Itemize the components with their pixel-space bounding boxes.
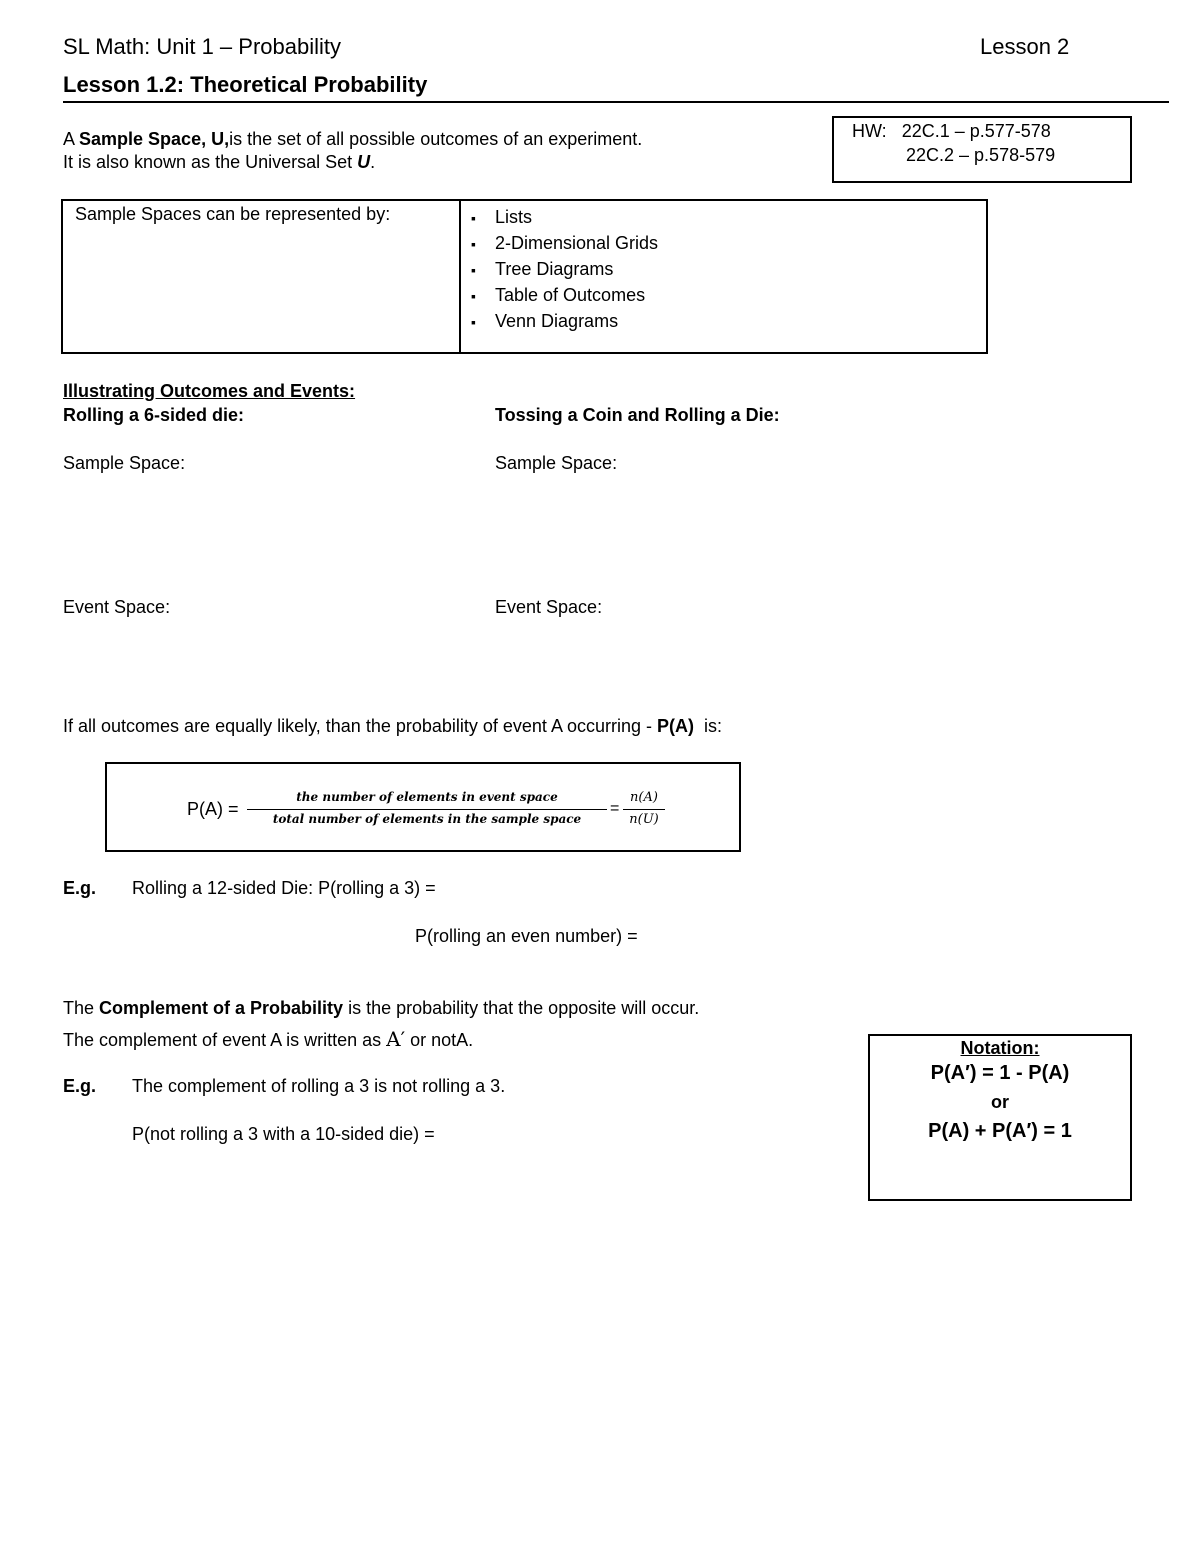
notation-title: Notation: — [960, 1038, 1040, 1058]
list-item — [471, 282, 658, 308]
example-2-text: The complement of rolling a 3 is not rolling a 3. — [132, 1076, 506, 1096]
bullet-icon: ▪ — [471, 314, 476, 330]
list-item-label: Tree Diagrams — [495, 259, 614, 279]
complement-notation-text — [63, 1027, 473, 1051]
representations-table — [61, 199, 988, 354]
intro-prefix: A — [63, 129, 80, 149]
formula-lhs: P(A) = — [187, 799, 239, 819]
coin-die-event-space-label: Event Space: — [495, 597, 603, 617]
formula-denominator-short: n(U) — [629, 812, 659, 827]
die-example-title: Rolling a 6-sided die: — [63, 405, 245, 425]
bullet-icon: ▪ — [471, 236, 476, 252]
list-item-label: Venn Diagrams — [495, 311, 619, 331]
representations-label-cell — [63, 201, 461, 352]
a-prime-symbol: A′ — [386, 1027, 406, 1051]
complement-written-as: The complement of event A is written as — [63, 1030, 387, 1050]
equally-likely-text: If all outcomes are equally likely, than the probability of event A occurring - — [63, 716, 657, 736]
intro-rest: is the set of all possible outcomes of an experiment. — [229, 129, 643, 149]
formula-numerator: the number of elements in event space — [296, 790, 558, 804]
representations-list — [471, 204, 658, 334]
formula-equals: = — [610, 800, 620, 817]
header-divider — [63, 101, 1169, 103]
notation-line-2: P(A) + P(A′) = 1 — [928, 1120, 1072, 1142]
bullet-icon: ▪ — [471, 210, 476, 226]
equally-likely-end: is: — [693, 716, 722, 736]
example-1-even: P(rolling an even number) = — [415, 926, 638, 946]
homework-assignment-2: 22C.2 – p.578-579 — [906, 145, 1056, 165]
example-2-question: P(not rolling a 3 with a 10-sided die) = — [132, 1124, 435, 1144]
list-item — [471, 230, 658, 256]
formula-numerator-short: n(A) — [630, 790, 658, 805]
notation-or: or — [991, 1092, 1009, 1112]
fraction-bar-short — [623, 809, 665, 810]
list-item — [471, 308, 658, 334]
notation-box — [868, 1034, 1132, 1201]
equally-likely-statement — [63, 716, 722, 737]
die-event-space-label: Event Space: — [63, 597, 171, 617]
homework-label: HW: — [852, 121, 887, 141]
complement-rest: is the probability that the opposite will occur. — [343, 998, 700, 1018]
example-2-label: E.g. — [63, 1076, 97, 1096]
complement-not-a: or notA. — [405, 1030, 474, 1050]
homework-box — [832, 116, 1132, 183]
homework-assignment-1: 22C.1 – p.577-578 — [901, 121, 1051, 141]
complement-definition — [63, 998, 699, 1019]
lesson-number: Lesson 2 — [980, 34, 1070, 59]
bullet-icon: ▪ — [471, 262, 476, 278]
sample-space-term: Sample Space, U, — [79, 129, 230, 149]
pa-term: P(A) — [656, 716, 694, 736]
coin-die-example-title: Tossing a Coin and Rolling a Die: — [495, 405, 780, 425]
example-1-label: E.g. — [63, 878, 97, 898]
universal-set-period: . — [370, 152, 376, 172]
fraction-bar — [247, 809, 607, 810]
complement-term: Complement of a Probability — [99, 998, 344, 1018]
example-1-text: Rolling a 12-sided Die: P(rolling a 3) = — [132, 878, 436, 898]
coin-die-sample-space-label: Sample Space: — [495, 453, 618, 473]
list-item-label: Lists — [495, 207, 533, 227]
bullet-icon: ▪ — [471, 288, 476, 304]
formula-denominator: total number of elements in the sample space — [272, 812, 582, 826]
universal-set-symbol: U — [357, 152, 371, 172]
homework-line-1 — [852, 121, 1051, 142]
list-item — [471, 204, 658, 230]
notation-line-1: P(A′) = 1 - P(A) — [930, 1062, 1070, 1084]
list-item-label: 2-Dimensional Grids — [495, 233, 659, 253]
page-title: Lesson 1.2: Theoretical Probability — [63, 72, 428, 97]
die-sample-space-label: Sample Space: — [63, 453, 186, 473]
universal-set-text: It is also known as the Universal Set — [63, 152, 358, 172]
course-header: SL Math: Unit 1 – Probability — [63, 34, 341, 59]
list-item — [471, 256, 658, 282]
probability-formula-box — [105, 762, 741, 852]
list-item-label: Table of Outcomes — [495, 285, 646, 305]
representations-label: Sample Spaces can be represented by: — [75, 204, 391, 224]
universal-set-note — [63, 152, 375, 173]
complement-prefix: The — [63, 998, 100, 1018]
sample-space-definition — [63, 129, 642, 150]
illustrating-heading: Illustrating Outcomes and Events: — [63, 381, 356, 401]
